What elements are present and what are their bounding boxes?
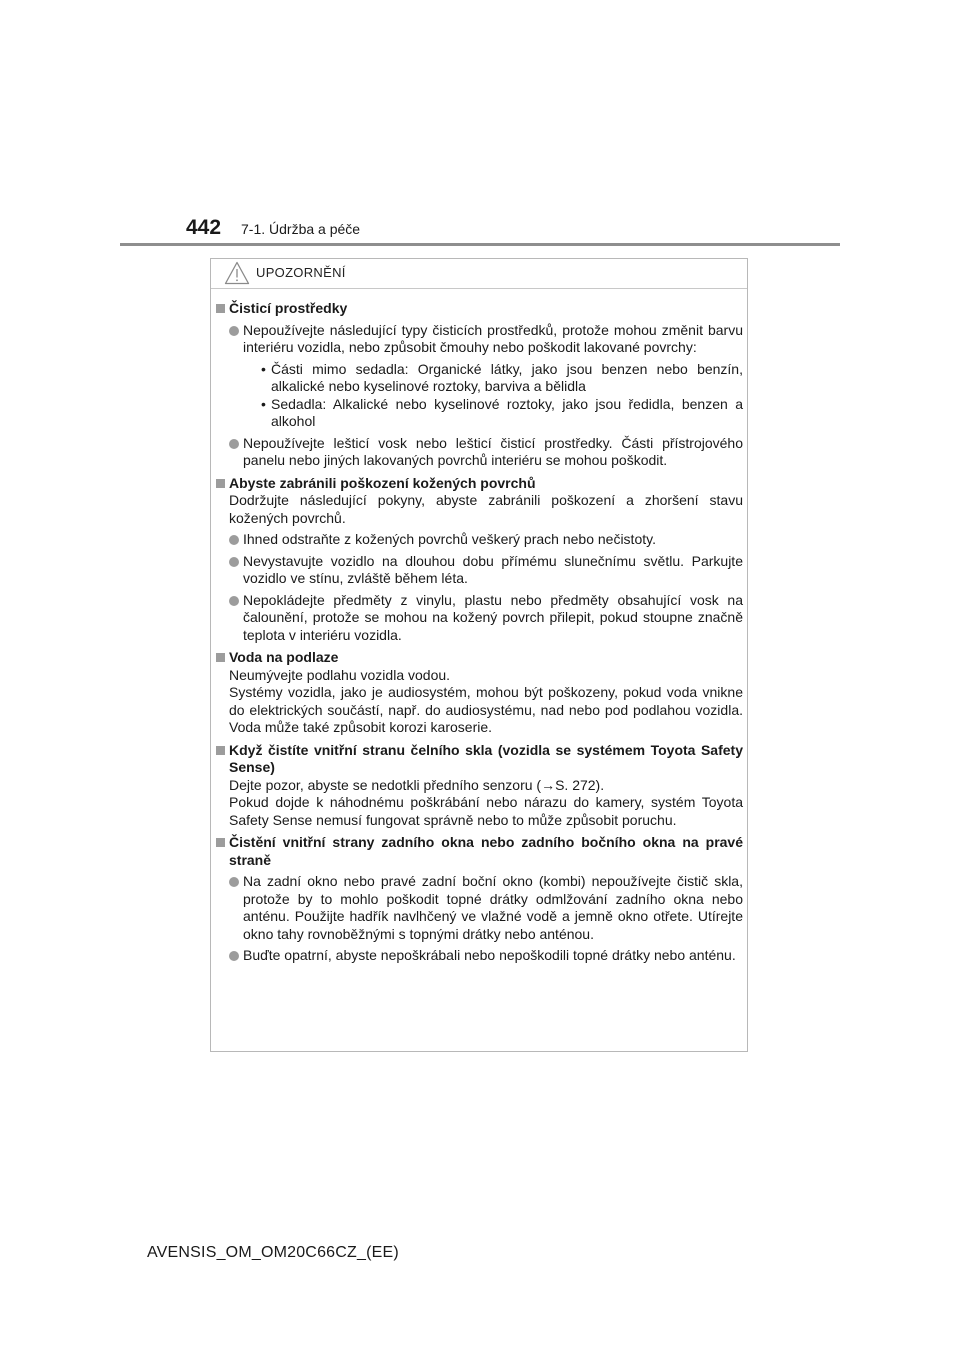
sub-list-item-text: Části mimo sedadla: Organické látky, jako jsou benzen nebo benzín, alkalické nebo kyselinové roztoky, barviva a bělidla (271, 360, 743, 394)
warning-box (210, 258, 748, 1052)
list-item-text: Nepokládejte předměty z vinylu, plastu nebo předměty obsahující vosk na čalounění, protože se mohou na kožený povrch přilepit, pokud stoupne značně teplota v interiéru vozidla. (243, 591, 743, 643)
circle-bullet-icon (229, 557, 239, 567)
list-item (229, 947, 743, 965)
square-bullet-icon (216, 653, 225, 662)
section-windshield-cleaning (216, 742, 743, 830)
paragraph: Neumývejte podlahu vozidla vodou. (229, 666, 451, 683)
sub-list-item-text: Sedadla: Alkalické nebo kyselinové roztoky, jako jsou ředidla, benzen a alkohol (271, 395, 743, 429)
footer-document-code: AVENSIS_OM_OM20C66CZ_(EE) (147, 1244, 399, 1261)
list-item-text: Buďte opatrní, abyste nepoškrábali nebo nepoškodili topné drátky nebo anténu. (243, 947, 736, 963)
section-heading: Abyste zabránili poškození kožených povrchů (229, 474, 536, 491)
section-leather-surfaces (216, 475, 743, 645)
square-bullet-icon (216, 304, 225, 313)
sub-list-item (243, 361, 743, 396)
section-rear-window-cleaning (216, 834, 743, 965)
list-item (229, 435, 743, 470)
dot-bullet-icon: • (261, 360, 266, 377)
section-water-on-floor (216, 649, 743, 737)
list-item-text: Nepoužívejte lešticí vosk nebo lešticí čisticí prostředky. Části přístrojového panelu nebo jiných lakovaných povrchů interiéru se mohou poškodit. (243, 434, 743, 468)
paragraph: Systémy vozidla, jako je audiosystém, mohou být poškozeny, pokud voda vnikne do elektrických součástí, např. do audiosystému, nad nebo pod podlahou vozidla. Voda může také způsobit korozi karoserie. (229, 684, 743, 735)
warning-header (211, 259, 747, 289)
section-cleaning-agents (216, 300, 743, 470)
circle-bullet-icon (229, 326, 239, 336)
list-item (229, 531, 743, 549)
dot-bullet-icon: • (261, 395, 266, 412)
list-item (229, 873, 743, 943)
square-bullet-icon (216, 479, 225, 488)
circle-bullet-icon (229, 439, 239, 449)
warning-content (216, 300, 743, 970)
section-heading: Čisticí prostředky (229, 300, 348, 316)
page-number: 442 (186, 216, 222, 239)
section-heading: Když čistíte vnitřní stranu čelního skla (vozidla se systémem Toyota Safety Sense) (229, 741, 743, 775)
paragraph: Dejte pozor, abyste se nedotkli předního senzoru (→S. 272). (229, 776, 605, 793)
warning-triangle-icon (224, 261, 250, 285)
square-bullet-icon (216, 746, 225, 755)
header-rule (120, 243, 840, 246)
paragraph: Pokud dojde k náhodnému poškrábání nebo nárazu do kamery, systém Toyota Safety Sense nemusí fungovat správně nebo to může způsobit poruchu. (229, 794, 743, 828)
list-item (229, 322, 743, 431)
list-item-text: Na zadní okno nebo pravé zadní boční okno (kombi) nepoužívejte čistič skla, protože by to mohlo poškodit topné drátky odmlžování zadního okna nebo anténu. Použijte hadřík navlhčený ve vlažné vodě a jemně okno otřete. Utírejte okno tahy rovnoběžnými s topnými drátky nebo anténou. (243, 873, 743, 942)
list-item-text: Ihned odstraňte z kožených povrchů veškerý prach nebo nečistoty. (243, 531, 656, 547)
list-item-text: Nepoužívejte následující typy čisticích prostředků, protože mohou změnit barvu interiéru vozidla, nebo způsobit čmouhy nebo poškodit lakované povrchy: (243, 321, 743, 355)
section-heading: Čistění vnitřní strany zadního okna nebo zadního bočního okna na pravé straně (229, 834, 743, 868)
square-bullet-icon (216, 838, 225, 847)
list-item-text: Nevystavujte vozidlo na dlouhou dobu přímému slunečnímu světlu. Parkujte vozidlo ve stínu, zvláště během léta. (243, 552, 743, 586)
list-item (229, 592, 743, 645)
section-intro: Dodržujte následující pokyny, abyste zabránili poškození a zhoršení stavu kožených povrchů. (229, 492, 743, 526)
circle-bullet-icon (229, 535, 239, 545)
warning-title: UPOZORNĚNÍ (256, 265, 346, 280)
section-heading: Voda na podlaze (229, 649, 339, 665)
circle-bullet-icon (229, 877, 239, 887)
circle-bullet-icon (229, 596, 239, 606)
section-title: 7-1. Údržba a péče (241, 221, 361, 237)
sub-list-item (243, 396, 743, 431)
circle-bullet-icon (229, 951, 239, 961)
list-item (229, 553, 743, 588)
